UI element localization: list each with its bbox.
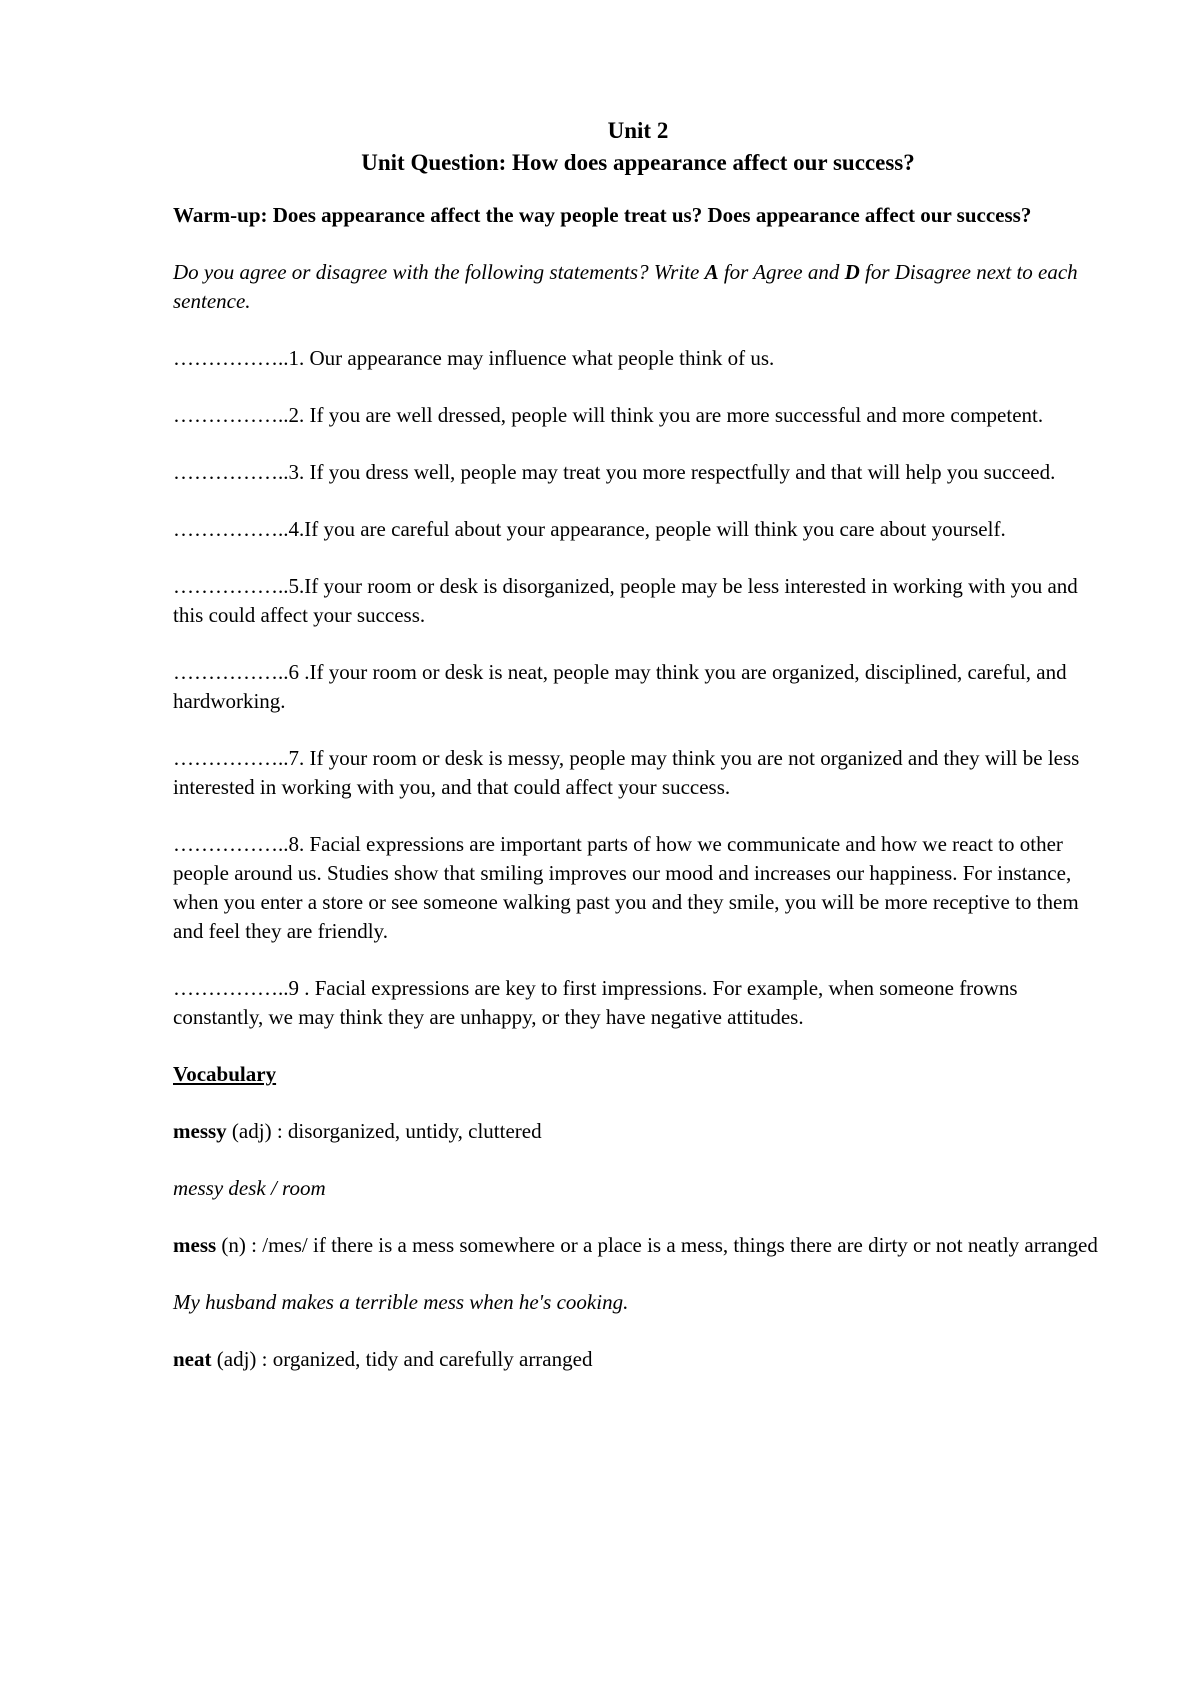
answer-blank-3: ……………..3. xyxy=(173,460,305,484)
instructions-part3: for Disagree next to each sentence. xyxy=(173,260,1078,313)
statement-text-3: If you dress well, people may treat you more respectfully and that will help you succeed. xyxy=(304,460,1056,484)
answer-blank-9: ……………..9 . xyxy=(173,976,310,1000)
answer-blank-8: ……………..8. xyxy=(173,832,305,856)
answer-blank-5: ……………..5. xyxy=(173,574,305,598)
statement-text-2: If you are well dressed, people will think you are more successful and more competent. xyxy=(304,403,1044,427)
answer-blank-4: ……………..4. xyxy=(173,517,305,541)
statement-6 xyxy=(173,658,1103,716)
vocab-def-mess: (n) : /mes/ if there is a mess somewhere or a place is a mess, things there are dirty or not neatly arranged xyxy=(216,1233,1098,1257)
vocab-def-messy: (adj) : disorganized, untidy, cluttered xyxy=(226,1119,542,1143)
vocab-example-mess: My husband makes a terrible mess when he's cooking. xyxy=(173,1290,629,1314)
answer-blank-2: ……………..2. xyxy=(173,403,305,427)
statement-text-7: If your room or desk is messy, people may think you are not organized and they will be less interested in working with you, and that could affect your success. xyxy=(173,746,1080,799)
statement-text-4: If you are careful about your appearance, people will think you care about yourself. xyxy=(304,517,1006,541)
vocab-entry-neat xyxy=(173,1345,1103,1374)
vocab-word-mess: mess xyxy=(173,1233,217,1257)
unit-title: Unit 2 xyxy=(607,118,669,143)
answer-blank-7: ……………..7. xyxy=(173,746,305,770)
instructions-part1: Do you agree or disagree with the following statements? Write xyxy=(173,260,705,284)
vocab-def-neat: (adj) : organized, tidy and carefully arranged xyxy=(211,1347,593,1371)
statement-2 xyxy=(173,401,1103,430)
statement-4 xyxy=(173,515,1103,544)
vocab-entry-messy xyxy=(173,1117,1103,1146)
document-page xyxy=(173,115,1103,1402)
statement-text-1: Our appearance may influence what people think of us. xyxy=(304,346,775,370)
statement-text-6: If your room or desk is neat, people may think you are organized, disciplined, careful, and hardworking. xyxy=(173,660,1067,713)
instructions-part2: for Agree and xyxy=(718,260,845,284)
disagree-letter: D xyxy=(844,260,860,284)
statement-1 xyxy=(173,344,1103,373)
agree-letter: A xyxy=(704,260,719,284)
vocabulary-heading: Vocabulary xyxy=(173,1062,277,1086)
vocab-entry-mess xyxy=(173,1231,1103,1260)
statement-5 xyxy=(173,572,1103,630)
statement-text-5: If your room or desk is disorganized, people may be less interested in working with you and this could affect your success. xyxy=(173,574,1078,627)
statement-8 xyxy=(173,830,1103,946)
warmup-question: Warm-up: Does appearance affect the way people treat us? Does appearance affect our success? xyxy=(173,203,1032,227)
vocab-example-messy: messy desk / room xyxy=(173,1176,326,1200)
statement-9 xyxy=(173,974,1103,1032)
answer-blank-1: ……………..1. xyxy=(173,346,305,370)
answer-blank-6: ……………..6 . xyxy=(173,660,310,684)
statement-text-8: Facial expressions are important parts of how we communicate and how we react to other people around us. Studies show that smiling improves our mood and increases our happiness. For instance, when you enter a store or see someone walking past you and they smile, you will be more receptive to them and feel they are friendly. xyxy=(173,832,1079,943)
statement-text-9: Facial expressions are key to first impressions. For example, when someone frowns constantly, we may think they are unhappy, or they have negative attitudes. xyxy=(173,976,1018,1029)
vocab-word-neat: neat xyxy=(173,1347,212,1371)
statement-3 xyxy=(173,458,1103,487)
statement-7 xyxy=(173,744,1103,802)
instructions xyxy=(173,258,1103,316)
unit-question: Unit Question: How does appearance affect our success? xyxy=(361,150,915,175)
vocab-word-messy: messy xyxy=(173,1119,227,1143)
